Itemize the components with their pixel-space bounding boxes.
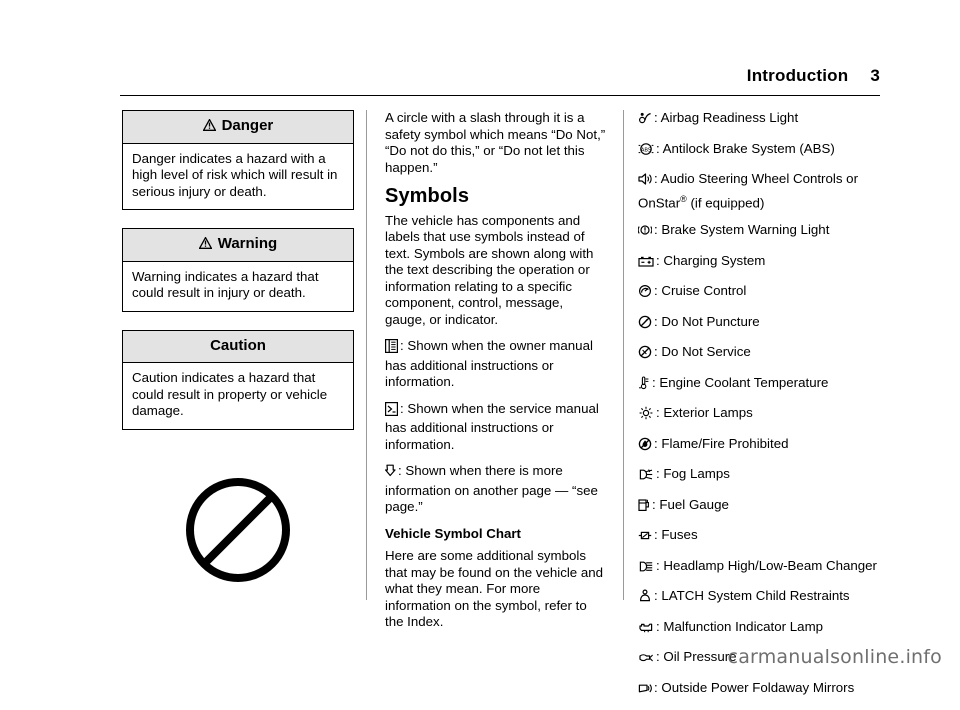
symbol-row-fog-lamps [638, 466, 884, 486]
symbol-row-do-not-puncture [638, 314, 884, 334]
symbol-row-engine-coolant-temp [638, 375, 884, 395]
headlamp-high-low-beam-icon [638, 560, 654, 578]
symbol-label-headlamp-beam: : Headlamp High/Low-Beam Changer [656, 557, 877, 573]
symbol-row-charging-system [638, 253, 884, 273]
symbol-label-fog-lamps: : Fog Lamps [656, 466, 730, 482]
symbol-row-malfunction-indicator [638, 619, 884, 639]
symbol-label-brake-warning: : Brake System Warning Light [654, 222, 830, 238]
symbol-label-cruise-control: : Cruise Control [654, 283, 747, 299]
vehicle-symbol-chart-heading: Vehicle Symbol Chart [385, 525, 521, 541]
warning-box-heading [123, 229, 353, 262]
symbol-label-do-not-puncture: : Do Not Puncture [654, 313, 760, 329]
symbol-row-power-mirrors [638, 680, 884, 700]
symbol-label-fuses: : Fuses [654, 527, 698, 543]
symbol-label-latch: : LATCH System Child Restraints [654, 588, 850, 604]
symbol-row-flame-prohibited [638, 436, 884, 456]
symbol-label-flame-prohibited: : Flame/Fire Prohibited [654, 435, 789, 451]
danger-box-title: Danger [221, 117, 274, 134]
symbol-label-oil-pressure: : Oil Pressure [656, 649, 737, 665]
audio-steering-wheel-icon [638, 172, 652, 191]
symbol-label-audio-steering-tail: (if equipped) [686, 194, 765, 210]
see-page-note-text: : Shown when there is more information on another page — “see page.” [385, 463, 598, 514]
symbol-label-fuel-gauge: : Fuel Gauge [652, 496, 729, 512]
airbag-readiness-icon [638, 111, 652, 130]
column-three [638, 110, 884, 710]
symbol-label-charging-system: : Charging System [656, 252, 766, 268]
owner-manual-note [385, 338, 607, 391]
caution-box-body: Caution indicates a hazard that could result in property or vehicle damage. [132, 370, 328, 418]
page-title: Introduction [746, 66, 849, 85]
symbol-row-fuel-gauge [638, 497, 884, 517]
abs-icon [638, 142, 654, 161]
warning-triangle-icon [199, 236, 216, 252]
symbol-row-do-not-service [638, 344, 884, 364]
see-page-note [385, 463, 607, 516]
symbols-heading: Symbols [385, 185, 470, 207]
fuel-gauge-icon [638, 498, 650, 517]
warning-box-title: Warning [217, 235, 278, 252]
owner-manual-book-icon [385, 339, 398, 358]
symbol-row-audio-steering [638, 171, 884, 211]
column-divider-1 [366, 110, 367, 600]
header-divider [120, 95, 880, 96]
column-divider-2 [623, 110, 624, 600]
symbol-label-audio-steering: : Audio Steering Wheel Controls or OnStar [638, 171, 858, 210]
symbol-label-power-mirrors: : Outside Power Foldaway Mirrors [654, 679, 855, 695]
column-two [385, 110, 607, 641]
owner-manual-note-text: : Shown when the owner manual has additional instructions or information. [385, 338, 593, 389]
symbol-row-exterior-lamps [638, 405, 884, 425]
oil-pressure-icon [638, 652, 654, 669]
fog-lamps-icon [638, 468, 654, 486]
column-one [122, 110, 354, 592]
page-header [120, 66, 880, 86]
symbol-row-brake-warning [638, 222, 884, 242]
no-symbol-graphic [122, 472, 354, 593]
do-not-service-icon [638, 345, 652, 364]
cruise-control-icon [638, 284, 652, 303]
registered-mark: ® [680, 193, 687, 204]
fuses-icon [638, 529, 652, 547]
page-number: 3 [870, 66, 880, 85]
service-manual-note [385, 401, 607, 454]
symbol-row-cruise-control [638, 283, 884, 303]
outside-power-foldaway-mirrors-icon [638, 682, 652, 700]
symbol-row-headlamp-beam [638, 558, 884, 578]
exterior-lamps-icon [638, 406, 654, 425]
warning-triangle-icon [203, 118, 220, 134]
caution-box-title: Caution [210, 336, 266, 354]
symbol-label-airbag: : Airbag Readiness Light [654, 110, 799, 125]
no-symbol-prohibition-icon [180, 472, 296, 588]
symbol-label-engine-coolant-temp: : Engine Coolant Temperature [652, 374, 829, 390]
svg-text:ABS: ABS [640, 146, 652, 153]
symbol-label-do-not-service: : Do Not Service [654, 344, 751, 360]
danger-box-heading [123, 111, 353, 144]
flame-fire-prohibited-icon [638, 437, 652, 456]
symbol-row-latch [638, 588, 884, 608]
warning-box-body: Warning indicates a hazard that could result in injury or death. [132, 268, 319, 300]
do-not-puncture-icon [638, 315, 652, 334]
symbol-row-airbag [638, 110, 884, 130]
service-manual-icon [385, 402, 398, 421]
danger-box-body: Danger indicates a hazard with a high level of risk which will result in serious injury or death. [132, 150, 338, 199]
danger-box [122, 110, 354, 210]
caution-box-heading [123, 331, 353, 364]
charging-system-icon [638, 256, 654, 273]
symbols-paragraph: The vehicle has components and labels that use symbols instead of text. Symbols are shown along with the text describing the operation or information relating to a specific component, control, message, gauge, or indicator. [385, 212, 594, 327]
symbol-label-malfunction-indicator: : Malfunction Indicator Lamp [656, 618, 824, 634]
engine-coolant-temp-icon [638, 376, 650, 395]
vehicle-symbol-chart-paragraph: Here are some additional symbols that may be found on the vehicle and what they mean. For more information on the symbol, refer to the Index. [385, 548, 604, 629]
site-watermark: carmanualsonline.info [727, 646, 942, 668]
service-manual-note-text: : Shown when the service manual has additional instructions or information. [385, 400, 599, 452]
brake-warning-icon [638, 223, 652, 242]
symbol-label-exterior-lamps: : Exterior Lamps [656, 405, 753, 421]
circle-slash-intro-text: A circle with a slash through it is a safety symbol which means “Do Not,” “Do not do this,” or “Do not let this happen.” [385, 110, 606, 175]
symbol-row-abs [638, 141, 884, 161]
warning-box [122, 228, 354, 312]
malfunction-indicator-icon [638, 621, 654, 639]
see-page-arrow-icon [385, 464, 396, 483]
caution-box [122, 330, 354, 430]
symbol-row-fuses [638, 527, 884, 547]
latch-child-restraint-icon [638, 589, 652, 608]
symbol-label-abs: : Antilock Brake System (ABS) [656, 140, 835, 156]
